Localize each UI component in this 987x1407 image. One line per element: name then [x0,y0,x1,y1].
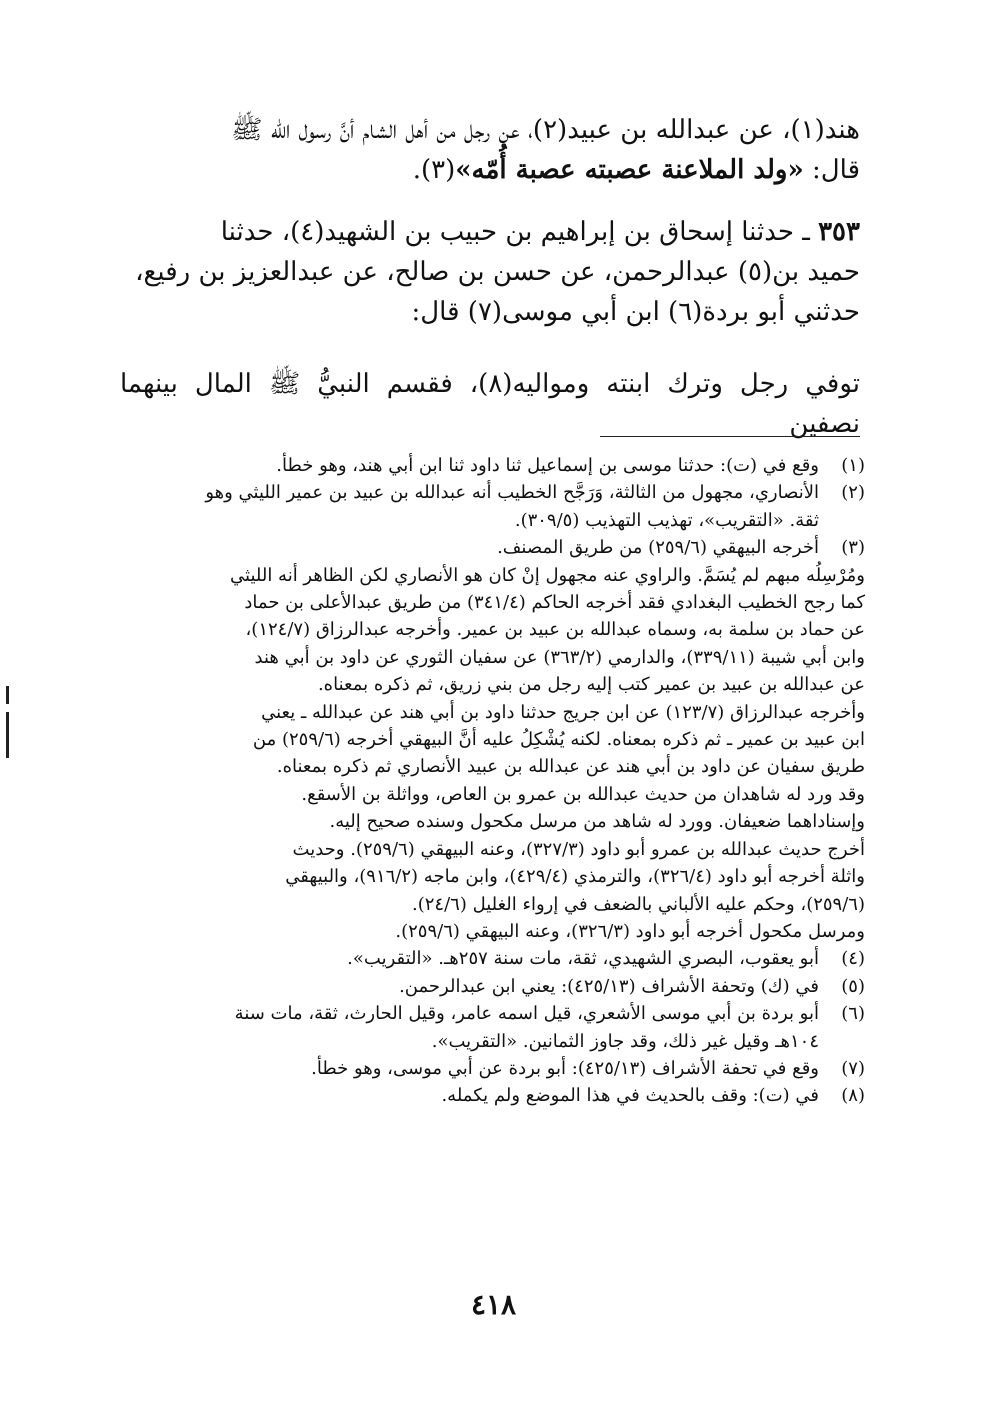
main-line-part: قال: [803,155,860,185]
footnote-line: عن حماد بن سلمة به، وسماه عبدالله بن عبيد بن عمير. وأخرجه عبدالرزاق (١٢٤/٧)، [245,619,865,641]
footnote [120,973,865,1000]
main-line [120,212,860,252]
page-number: ٤١٨ [470,1288,517,1321]
footnote-line: ومُرْسِلُه مبهم لم يُسَمَّ. والراوي عنه مجهول إنْ كان هو الأنصاري لكن الظاهر أنه الليثي [230,564,865,586]
footnote-number: (٥) [841,975,865,997]
footnote-line: أبو بردة بن أبي موسى الأشعري، قيل اسمه عامر، وقيل الحارث، ثقة، مات سنة [234,1003,819,1025]
footnote-line: طريق سفيان عن داود بن أبي هند عن عبدالله بن عبيد الأنصاري ثم ذكره بمعناه. [276,756,865,778]
footnote [120,479,865,534]
footnote-continuation [120,562,865,946]
footnote-number: (٢) [841,482,865,504]
main-line: حميد بن(٥) عبدالرحمن، عن حسن بن صالح، عن عبدالعزيز بن رفيع، [135,257,860,287]
footnote-text [120,973,819,1000]
footnote-line: ثقة. «التقريب»، تهذيب التهذيب (٣٠٩/٥). [514,509,819,531]
main-line: حدثني أبو بردة(٦) ابن أبي موسى(٧) قال: [411,297,860,327]
footnote-line: أخرجه البيهقي (٢٥٩/٦) من طريق المصنف. [497,537,819,559]
footnote-text [120,1082,819,1109]
footnote-divider [600,436,860,437]
hadith-number: ٣٥٣ [818,217,860,247]
footnote [120,534,865,561]
hadith-353 [120,212,860,332]
footnote-line: أخرج حديث عبدالله بن عمرو أبو داود (٣٢٧/٣)، وعنه البيهقي (٢٥٩/٦). وحديث [292,838,865,860]
footnote-line: ومرسل مكحول أخرجه أبو داود (٣٢٦/٣)، وعنه البيهقي (٢٥٩/٦). [395,920,865,942]
footnote-number: (٣) [841,537,865,559]
main-text [120,110,860,190]
hadith-text [120,364,860,444]
footnote-line: واثلة أخرجه أبو داود (٣٢٦/٤)، والترمذي (٤٢٩/٤)، وابن ماجه (٩١٦/٢)، والبيهقي [285,866,865,888]
footnote-text [120,479,819,534]
footnote-line: وقع في تحفة الأشراف (٤٢٥/١٣): أبو بردة عن أبي موسى، وهو خطأ. [311,1057,819,1079]
footnote-text [120,452,819,479]
scan-mark [6,686,9,704]
main-line-part: ـ حدثنا إسحاق بن إبراهيم بن حبيب بن الشهيد(٤)، حدثنا [220,217,810,247]
footnote [120,452,865,479]
footnote-number: (٦) [841,1003,865,1025]
footnote [120,1000,865,1055]
footnote-line: الأنصاري، مجهول من الثالثة، وَرَجَّح الخطيب أنه عبدالله بن عبيد بن عمير الليثي وهو [205,482,819,504]
footnote-line: وإسناداهما ضعيفان. وورد له شاهد من مرسل مكحول وسنده صحيح إليه. [329,811,865,833]
footnote-number: (٨) [841,1085,865,1107]
main-line-part: (٣). [412,155,456,185]
footnotes [120,452,865,1110]
footnote-line: أبو يعقوب، البصري الشهيدي، ثقة، مات سنة ٢٥٧هـ. «التقريب». [347,948,819,970]
footnote-line: وأخرجه عبدالرزاق (١٢٣/٧) عن ابن جريج حدثنا داود بن أبي هند عن عبدالله ـ يعني [261,701,865,723]
footnote-line: في (ك) وتحفة الأشراف (٤٢٥/١٣): يعني ابن عبدالرحمن. [399,975,819,997]
footnote-number: (١) [841,455,865,476]
main-line: هند(١)، عن عبدالله بن عبيد(٢)، عن رجل من أهل الشام أنَّ رسول الله ﷺ [231,115,860,145]
footnote-text [120,534,819,561]
main-line [120,150,860,190]
footnote-line: في (ت): وقف بالحديث في هذا الموضع ولم يكمله. [441,1085,819,1107]
footnote-line: ابن عبيد بن عمير ـ ثم ذكره بمعناه. لكنه يُشْكِلُ عليه أنَّ البيهقي أخرجه (٢٥٩/٦) من [252,729,865,751]
footnote-text [120,945,819,972]
footnote-line: وقع في (ت): حدثنا موسى بن إسماعيل ثنا داود ثنا ابن أبي هند، وهو خطأ. [276,455,819,476]
footnote-line: وقد ورد له شاهدان من حديث عبدالله بن عمرو بن العاص، وواثلة بن الأسقع. [301,783,865,805]
footnote [120,1055,865,1082]
hadith-quote: «ولد الملاعنة عصبته عصبة أُمّه» [455,155,804,185]
footnote-line: وابن أبي شيبة (٣٣٩/١١)، والدارمي (٣٦٣/٢) عن سفيان الثوري عن داود بن أبي هند [254,646,865,668]
main-line: توفي رجل وترك ابنته ومواليه(٨)، فقسم النبيُّ ﷺ المال بينهما نصفين [120,369,860,439]
footnote-number: (٧) [841,1057,865,1079]
footnote-text [120,1055,819,1082]
footnote-number: (٤) [841,948,865,970]
footnote-line: كما رجح الخطيب البغدادي فقد أخرجه الحاكم (٣٤١/٤) من طريق عبدالأعلى بن حماد [244,592,865,614]
footnote-text [120,1000,819,1055]
scan-mark [6,712,9,758]
footnote-line: (٢٥٩/٦)، وحكم عليه الألباني بالضعف في إرواء الغليل (٢٤/٦). [412,893,865,915]
footnote [120,1082,865,1109]
footnote [120,945,865,972]
footnote-line: عن عبدالله بن عبيد بن عمير كتب إليه رجل من بني زريق، ثم ذكره بمعناه. [317,674,865,696]
footnote-line: ١٠٤هـ وقيل غير ذلك، وقد جاوز الثمانين. «التقريب». [431,1030,819,1052]
